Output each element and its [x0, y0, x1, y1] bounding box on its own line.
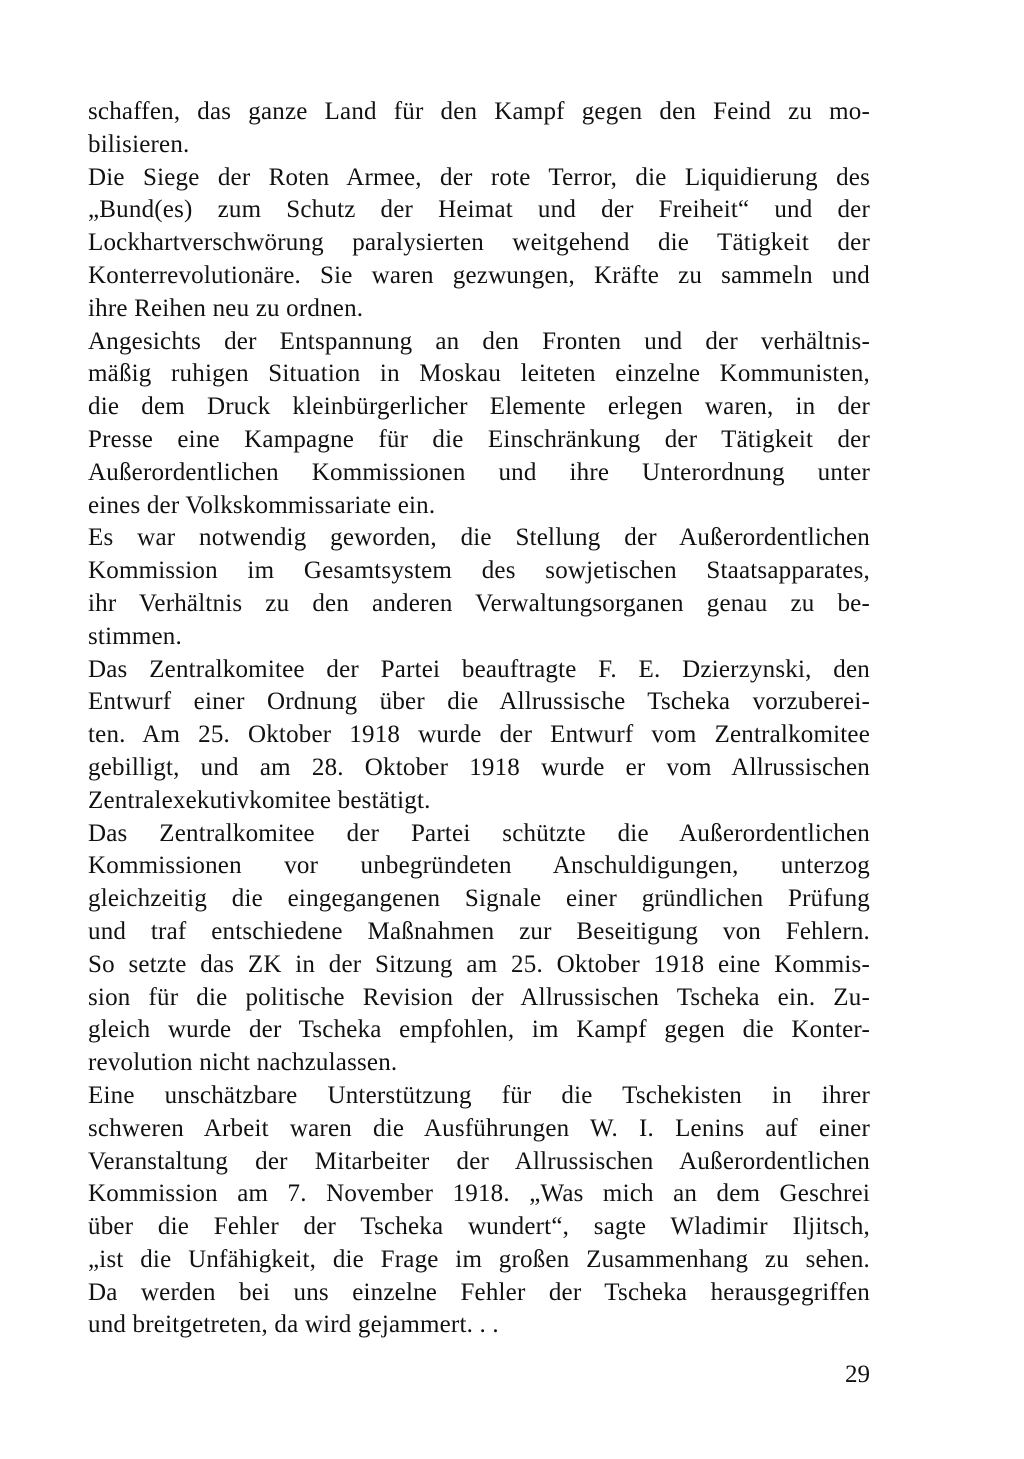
text-line: ihre Reihen neu zu ordnen.: [88, 294, 364, 322]
text-line: „Bund(es) zum Schutz der Heimat und der Freiheit“ und der: [88, 196, 870, 224]
text-line: stimmen.: [88, 622, 182, 650]
text-line: Es war notwendig geworden, die Stellung der Außerordentlichen: [88, 524, 870, 552]
text-line: sion für die politische Revision der Allrussischen Tscheka ein. Zu-: [88, 983, 870, 1011]
text-line: Kommission im Gesamtsystem des sowjetischen Staatsapparates,: [88, 557, 870, 585]
text-line: gebilligt, und am 28. Oktober 1918 wurde er vom Allrussischen: [88, 753, 870, 781]
text-line: Angesichts der Entspannung an den Fronten und der verhältnis-: [88, 327, 870, 355]
text-line: die dem Druck kleinbürgerlicher Elemente erlegen waren, in der: [88, 393, 870, 421]
text-line: über die Fehler der Tscheka wundert“, sagte Wladimir Iljitsch,: [88, 1213, 870, 1241]
text-line: Kommissionen vor unbegründeten Anschuldigungen, unterzog: [88, 852, 870, 880]
text-line: Konterrevolutionäre. Sie waren gezwungen, Kräfte zu sammeln und: [88, 261, 870, 289]
text-line: und traf entschiedene Maßnahmen zur Beseitigung von Fehlern.: [88, 917, 870, 945]
text-line: und breitgetreten, da wird gejammert. . .: [88, 1311, 499, 1339]
text-line: Presse eine Kampagne für die Einschränkung der Tätigkeit der: [88, 425, 870, 453]
text-line: „ist die Unfähigkeit, die Frage im großen Zusammenhang zu sehen.: [88, 1245, 870, 1273]
text-line: Das Zentralkomitee der Partei schützte die Außerordentlichen: [88, 819, 870, 847]
text-line: mäßig ruhigen Situation in Moskau leiteten einzelne Kommunisten,: [88, 360, 870, 388]
text-line: ten. Am 25. Oktober 1918 wurde der Entwurf vom Zentralkomitee: [88, 721, 870, 749]
text-line: Da werden bei uns einzelne Fehler der Tscheka herausgegriffen: [88, 1278, 870, 1306]
text-line: eines der Volkskommissariate ein.: [88, 491, 436, 519]
text-line: Das Zentralkomitee der Partei beauftragte F. E. Dzierzynski, den: [88, 655, 870, 683]
text-line: Zentralexekutivkomitee bestätigt.: [88, 786, 431, 814]
text-line: So setzte das ZK in der Sitzung am 25. Oktober 1918 eine Kommis-: [88, 950, 870, 978]
text-line: schweren Arbeit waren die Ausführungen W. I. Lenins auf einer: [88, 1114, 870, 1142]
text-line: bilisieren.: [88, 130, 190, 158]
text-line: ihr Verhältnis zu den anderen Verwaltungsorganen genau zu be-: [88, 589, 870, 617]
text-line: schaffen, das ganze Land für den Kampf gegen den Feind zu mo-: [88, 98, 870, 125]
text-line: Die Siege der Roten Armee, der rote Terror, die Liquidierung des: [88, 163, 870, 191]
text-line: Außerordentlichen Kommissionen und ihre Unterordnung unter: [88, 458, 870, 486]
text-line: Eine unschätzbare Unterstützung für die Tschekisten in ihrer: [88, 1081, 870, 1109]
text-line: revolution nicht nachzulassen.: [88, 1049, 398, 1077]
text-line: Veranstaltung der Mitarbeiter der Allrussischen Außerordentlichen: [88, 1147, 870, 1175]
text-line: Kommission am 7. November 1918. „Was mich an dem Geschrei: [88, 1180, 870, 1208]
text-line: gleichzeitig die eingegangenen Signale einer gründlichen Prüfung: [88, 885, 870, 913]
body-text: [88, 96, 870, 1342]
text-line: Entwurf einer Ordnung über die Allrussische Tscheka vorzuberei-: [88, 688, 870, 716]
text-line: Lockhartverschwörung paralysierten weitgehend die Tätigkeit der: [88, 229, 870, 257]
page-number: 29: [845, 1361, 870, 1388]
text-line: gleich wurde der Tscheka empfohlen, im Kampf gegen die Konter-: [88, 1016, 870, 1044]
